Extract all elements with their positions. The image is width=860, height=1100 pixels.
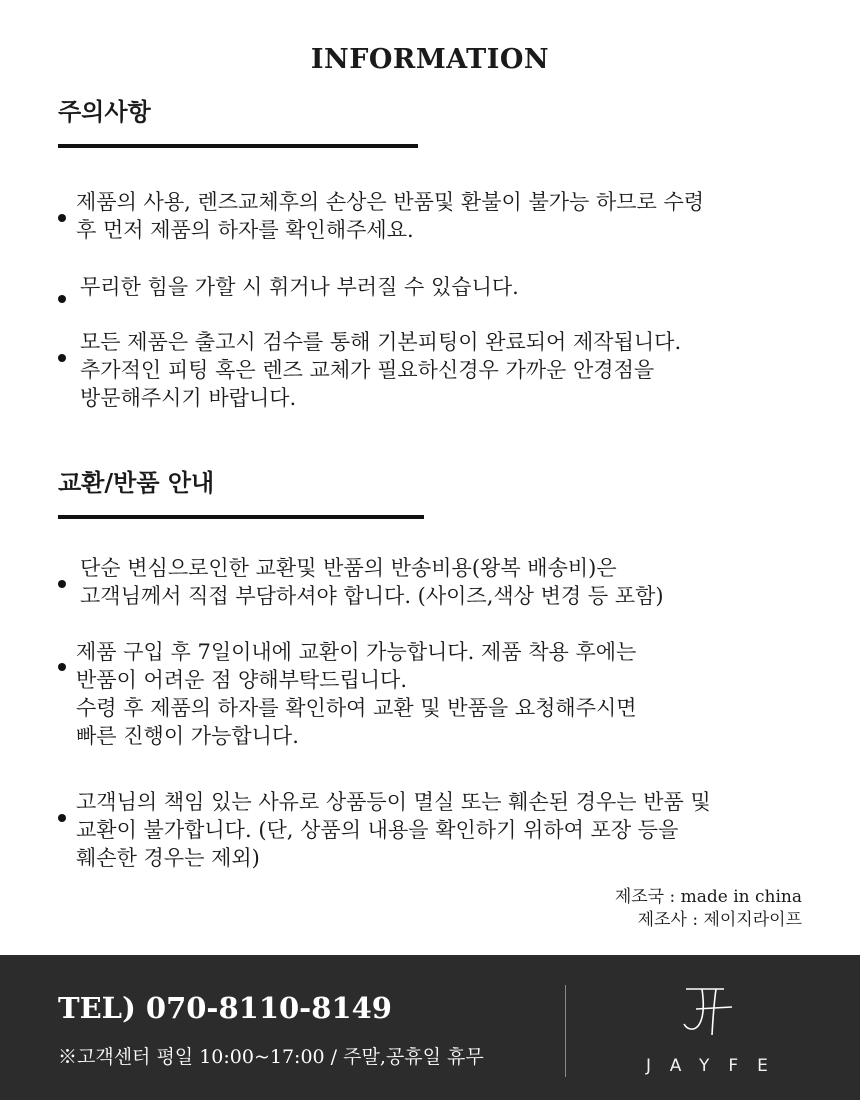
bullet-dot-icon <box>58 663 66 671</box>
caution-item-text: 무리한 힘을 가할 시 휘거나 부러질 수 있습니다. <box>80 275 519 299</box>
phone-number: TEL) 070-8110-8149 <box>58 991 392 1025</box>
exchange-heading: 교환/반품 안내 <box>58 468 215 497</box>
jf-monogram-icon <box>672 979 742 1039</box>
manufacturer-info <box>615 886 802 932</box>
bullet-dot-icon <box>58 580 66 588</box>
caution-divider <box>58 144 418 148</box>
customer-service-hours: ※고객센터 평일 10:00~17:00 / 주말,공휴일 휴무 <box>58 1046 484 1068</box>
exchange-item-text: 단순 변심으로인한 교환및 반품의 반송비용(왕복 배송비)은 고객님께서 직접 부담하셔야 합니다. (사이즈,색상 변경 등 포함) <box>80 556 664 608</box>
bullet-dot-icon <box>58 814 66 822</box>
bullet-dot-icon <box>58 214 66 222</box>
footer-divider <box>565 985 566 1077</box>
caution-item-text: 제품의 사용, 렌즈교체후의 손상은 반품및 환불이 불가능 하므로 수령 후 먼저 제품의 하자를 확인해주세요. <box>76 190 705 242</box>
caution-item-text: 모든 제품은 출고시 검수를 통해 기본피팅이 완료되어 제작됩니다. 추가적인 피팅 혹은 렌즈 교체가 필요하신경우 가까운 안경점을 방문해주시기 바랍니다. <box>80 330 682 410</box>
manufacture-country: 제조국 : made in china <box>614 887 802 907</box>
bullet-dot-icon <box>58 295 66 303</box>
bullet-dot-icon <box>58 354 66 362</box>
exchange-item-text: 제품 구입 후 7일이내에 교환이 가능합니다. 제품 착용 후에는 반품이 어려운 점 양해부탁드립니다. 수령 후 제품의 하자를 확인하여 교환 및 반품을 요청해주시면 빠른 진행이 가능합니다. <box>76 640 637 748</box>
footer <box>0 955 860 1100</box>
exchange-divider <box>58 515 424 519</box>
page-title: INFORMATION <box>310 44 550 75</box>
brand-name: JAYFE <box>646 1056 787 1076</box>
exchange-item-text: 고객님의 책임 있는 사유로 상품등이 멸실 또는 훼손된 경우는 반품 및 교환이 불가합니다. (단, 상품의 내용을 확인하기 위하여 포장 등을 훼손한 경우는 제외) <box>76 790 711 870</box>
manufacturer-company: 제조사 : 제이지라이프 <box>637 910 802 930</box>
caution-heading: 주의사항 <box>58 97 151 126</box>
